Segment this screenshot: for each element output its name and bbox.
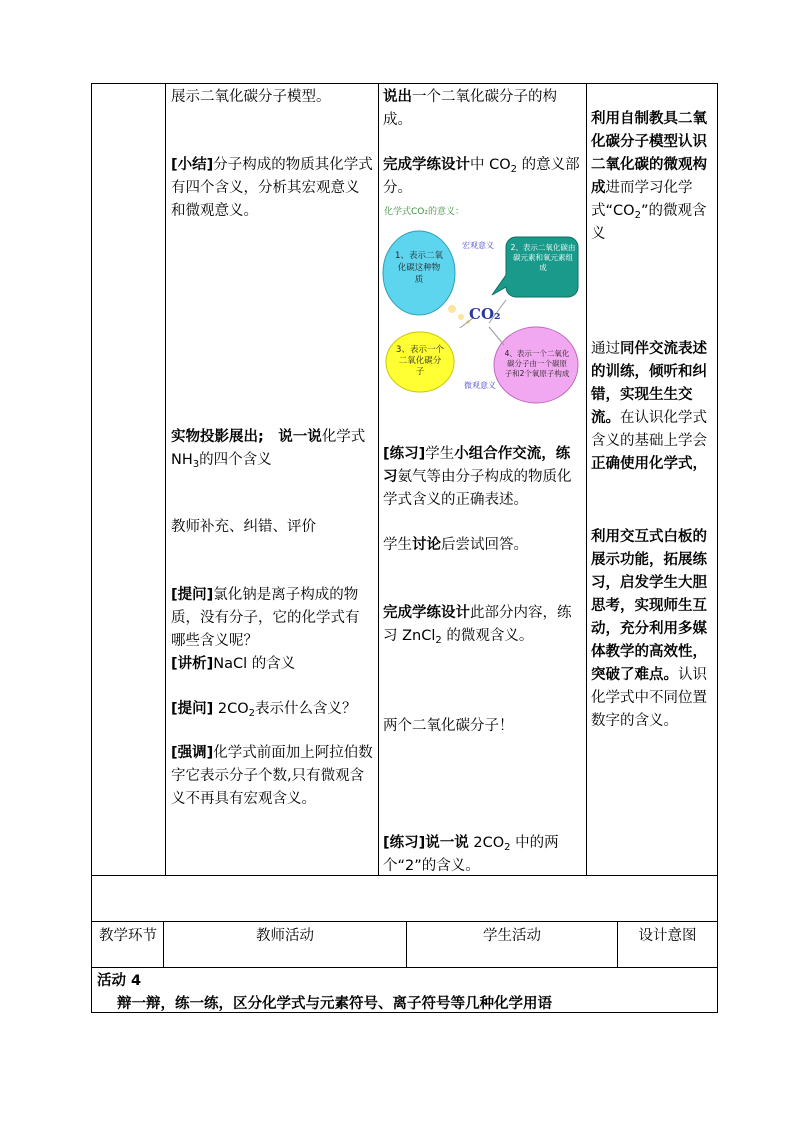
practice2-sub: 2 [504,842,511,853]
summary-tag: [小结] [171,157,214,173]
row-divider-2 [91,921,718,922]
practice2-text2: 中的两个“2”的含义。 [383,835,559,874]
practice2-text1: 2CO [468,835,505,851]
intent-p2-text1: 通过 [591,341,620,357]
complete2-bold: 完成学练设计 [383,605,470,621]
q2-text1: 2CO [213,701,249,717]
q1-tag: [提问] [171,587,214,603]
complete-sub: 2 [510,164,518,175]
table-border-right [717,83,718,1013]
practice2-block [383,832,583,878]
emph-tag: [强调] [171,745,214,761]
summary-text: 分子构成的物质其化学式有四个含义，分析其宏观意义和微观意义。 [171,157,373,219]
projection-text1: 化学式 NH [171,429,366,468]
complete-text1: 中 CO [470,157,511,173]
intent-para1 [591,108,715,246]
complete2-text: 此部分内容，练习 ZnCl [383,605,572,644]
complete-block [383,154,583,200]
intent-p3-bold: 利用交互式白板的展示功能，拓展练习，启发学生大胆思考，实现师生互动，充分利用多媒体教学的高效性，突破了难点。 [591,529,707,683]
bubble3-text: 3、表示一个二氧化碳分子 [396,345,444,377]
q2-text2: 表示什么含义？ [255,701,357,717]
intent-p2-text2: 在认识化学式含义的基础上学会 [591,410,707,449]
table-border-top [91,83,718,84]
intent-p2-bold2: 正确使用化学式， [591,456,707,472]
two-molecules-text: 两个二氧化碳分子！ [383,718,514,734]
center-formula: CO₂ [469,305,501,323]
emph-text: 化学式前面加上阿拉伯数字它表示分子个数,只有微观含义不再具有宏观含义。 [171,745,373,807]
practice-tag: [练习] [383,446,426,462]
arrow-line-3 [489,327,504,345]
projection-bold: 实物投影展出; 说一说 [171,429,322,445]
projection-block [171,426,375,472]
activity4-desc: 辩一辩，练一练，区分化学式与元素符号、离子符号等几种化学用语 [117,996,552,1012]
q2-sub: 2 [248,708,256,719]
projection-sub: 3 [192,459,200,470]
dot-1 [448,305,456,313]
question1-block [171,584,371,653]
intent-para3 [591,526,715,733]
header-intent: 设计意图 [638,928,697,944]
complete-bold: 完成学练设计 [383,157,470,173]
activity4-title: 活动 4 [97,973,142,989]
q1-text: 氯化钠是离子构成的物质，没有分子，它的化学式有哪些含义呢？ [171,587,360,649]
discuss-text2: 后尝试回答。 [441,537,528,553]
summary-block [171,154,373,223]
explain-text: NaCl 的含义 [213,656,296,672]
complete2-block [383,602,583,648]
discuss-text1: 学生 [383,537,412,553]
macro-label: 宏观意义 [462,241,494,250]
intent-p2-bold1: 同伴交流表述的训练，倾听和纠错，实现生生交流。 [591,341,707,426]
col-divider-2 [378,83,379,875]
explain-tag: [讲析] [171,656,214,672]
complete-text2: 的意义部分。 [383,157,580,196]
bubble4-text: 4、表示一个二氧化碳分子由一个碳原子和2个氧原子构成 [504,349,570,378]
intent-p1-text: 进而学习化学式“CO [591,180,693,219]
col-divider-3 [586,83,587,875]
bubble1-text: 1、表示二氧化碳这种物质 [395,251,443,285]
intent-p1-bold: 利用自制教具二氧化碳分子模型认识二氧化碳的微观构成 [591,111,707,196]
dot-2 [458,314,464,320]
practice-text2: 氨气等由分子构成的物质化学式含义的正确表述。 [383,469,572,508]
say-block [383,86,583,132]
intent-p1-sub: 2 [634,210,641,221]
complete2-text2: 的微观含义。 [441,628,534,644]
practice2-tag: [练习] [383,835,426,851]
co2-meaning-diagram [382,205,580,405]
intent-para2 [591,338,715,476]
teacher-supplement: 教师补充、纠错、评价 [171,519,316,535]
header-stage: 教学环节 [99,928,157,944]
explain-block [171,653,375,676]
intent-p3-text: 认识化学式中不同位置数字的含义。 [591,667,707,729]
table-border-left [91,83,92,1013]
discuss-block [383,534,583,557]
emphasis-block [171,742,373,811]
projection-text2: 的四个含义 [199,452,272,468]
question2-block [171,698,375,721]
practice-bold: 小组合作交流，练习 [383,446,571,485]
row-divider-3 [91,967,718,968]
q2-tag: [提问] [171,701,214,717]
complete2-sub: 2 [435,635,442,646]
col-divider-1 [165,83,166,875]
show-model-text: 展示二氧化碳分子模型。 [171,89,331,105]
say-text: 一个二氧化碳分子的构成。 [383,89,557,128]
bubble2-text: 2、表示二氧化碳由碳元素和氧元素组成 [510,243,576,272]
practice2-bold: 说一说 [425,835,469,851]
diagram-title: 化学式CO₂的意义： [384,207,464,217]
discuss-bold: 讨论 [412,537,441,553]
header-teacher: 教师活动 [256,928,314,944]
say-bold: 说出 [383,89,412,105]
micro-label: 微观意义 [464,381,496,390]
intent-p1-text2: ”的微观含义 [591,203,707,242]
practice-text1: 学生 [425,446,455,462]
header-student: 学生活动 [483,928,541,944]
practice-block [383,443,583,512]
